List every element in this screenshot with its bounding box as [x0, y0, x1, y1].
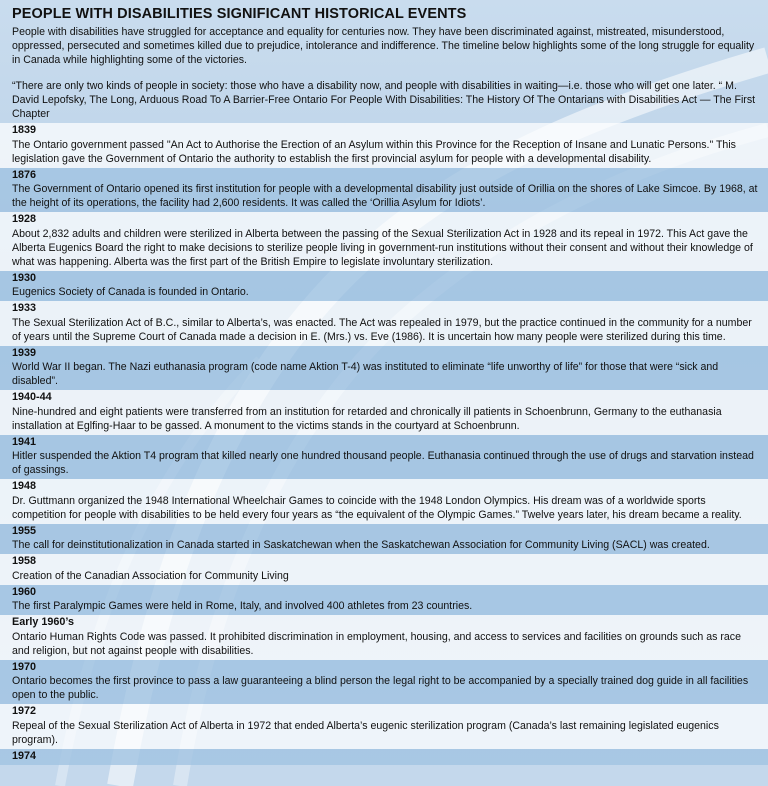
timeline-entry: [0, 301, 768, 346]
event-description: The call for deinstitutionalization in Canada started in Saskatchewan when the Saskatchewan Association for Community Living (SACL) was created.: [12, 539, 710, 551]
event-description: Ontario becomes the first province to pass a law guaranteeing a blind person the legal right to be accompanied by a specially trained dog guide in all facilities open to the public.: [12, 675, 749, 701]
event-year: 1930: [12, 271, 37, 284]
event-description: The Sexual Sterilization Act of B.C., similar to Alberta’s, was enacted. The Act was repealed in 1979, but the practice continued in the community for a number of years until the Supreme Court of Canada made a decision in E. (Mrs.) vs. Eve (1986). It is uncertain how many people were sterilized during this time.: [12, 316, 752, 343]
timeline-entry: [0, 123, 768, 168]
timeline-entry: [0, 615, 768, 660]
event-year: 1972: [12, 705, 37, 717]
event-description: Hitler suspended the Aktion T4 program that killed nearly one hundred thousand people. Euthanasia continued through the use of drugs and starvation instead of gassings.: [12, 450, 754, 476]
page-title: PEOPLE WITH DISABILITIES SIGNIFICANT HISTORICAL EVENTS: [12, 6, 467, 22]
timeline: [12, 123, 758, 765]
event-description: Repeal of the Sexual Sterilization Act of Alberta in 1972 that ended Alberta’s eugenic sterilization program (Canada’s last remaining legislated eugenics program).: [12, 719, 719, 746]
timeline-entry: [0, 704, 768, 749]
event-year: Early 1960’s: [12, 616, 75, 628]
event-description: The first Paralympic Games were held in Rome, Italy, and involved 400 athletes from 23 countries.: [12, 600, 473, 612]
event-year: 1839: [12, 124, 37, 136]
event-year: 1876: [12, 168, 37, 181]
timeline-entry: [0, 585, 768, 616]
event-year: 1948: [12, 480, 37, 492]
event-description: Dr. Guttmann organized the 1948 International Wheelchair Games to coincide with the 1948 London Olympics. His dream was of a worldwide sports competition for people with disabilities to be held every four years as “the equivalent of the Olympic Games.” Twelve years later, his dream became a reality.: [12, 494, 742, 521]
event-description: The Government of Ontario opened its first institution for people with a developmental disability just outside of Orillia on the shores of Lake Simcoe. By 1968, at the height of its operations, the facility had 2,600 residents. It was called the ‘Orillia Asylum for Idiots’.: [12, 183, 758, 209]
event-description: [12, 763, 758, 764]
timeline-entry: [0, 749, 768, 766]
event-year: 1955: [12, 524, 37, 537]
event-description: Eugenics Society of Canada is founded in Ontario.: [12, 286, 249, 298]
event-description: The Ontario government passed "An Act to Authorise the Erection of an Asylum within this Province for the Reception of Insane and Lunatic Persons." This legislation gave the Government of Ontario the authority to establish the first provincial asylum for people with a developmental disability.: [12, 138, 736, 165]
timeline-entry: [0, 212, 768, 271]
timeline-entry: [0, 435, 768, 480]
event-year: 1940-44: [12, 391, 52, 403]
timeline-entry: [0, 271, 768, 302]
event-year: 1958: [12, 555, 37, 567]
event-description: World War II began. The Nazi euthanasia program (code name Aktion T-4) was instituted to eliminate “life unworthy of life” for those that were “sick and disabled”.: [12, 361, 719, 387]
timeline-entry: [0, 524, 768, 555]
event-year: 1960: [12, 585, 37, 598]
event-year: 1933: [12, 302, 37, 314]
timeline-entry: [0, 346, 768, 391]
timeline-entry: [0, 554, 768, 585]
event-description: Creation of the Canadian Association for Community Living: [12, 569, 289, 582]
event-year: 1941: [12, 435, 37, 448]
event-year: 1970: [12, 660, 37, 673]
timeline-entry: [0, 660, 768, 705]
event-year: 1939: [12, 346, 37, 359]
event-year: 1928: [12, 213, 37, 225]
timeline-entry: [0, 168, 768, 213]
event-description: About 2,832 adults and children were sterilized in Alberta between the passing of the Sexual Sterilization Act in 1928 and its repeal in 1972. This Act gave the Alberta Eugenics Board the right to make decisions to sterilize people living in government-run institutions without their consent and without their knowledge of what was happening. Alberta was the first part of the British Empire to legislate involuntary sterilization.: [12, 227, 753, 268]
event-year: 1974: [12, 749, 37, 762]
timeline-entry: [0, 390, 768, 435]
quote-paragraph: “There are only two kinds of people in society: those who have a disability now, and people with disabilities in waiting—i.e. those who will get one later. “ M. David Lepofsky, The Long, Arduous Road To A Barrier-Free Ontario For People With Disabilities: The History Of The Ontarians with Disabilities Act — The First Chapter: [12, 80, 756, 120]
intro-paragraph: People with disabilities have struggled for acceptance and equality for centuries now. They have been discriminated against, mistreated, misunderstood, oppressed, persecuted and sometimes killed due to prejudice, intolerance and indifference. The timeline below highlights some of the long struggle for equality in Canada while highlighting some of the victories.: [12, 26, 755, 66]
event-description: Ontario Human Rights Code was passed. It prohibited discrimination in employment, housing, and access to services and facilities on grounds such as race and religion, but not against people with disabilities.: [12, 630, 741, 657]
event-description: Nine-hundred and eight patients were transferred from an institution for retarded and chronically ill patients in Schoenbrunn, Germany to the euthanasia installation at Eglfing-Haar to be gassed. A monument to the victims stands in the courtyard at Schoenbrunn.: [12, 405, 722, 432]
timeline-entry: [0, 479, 768, 524]
